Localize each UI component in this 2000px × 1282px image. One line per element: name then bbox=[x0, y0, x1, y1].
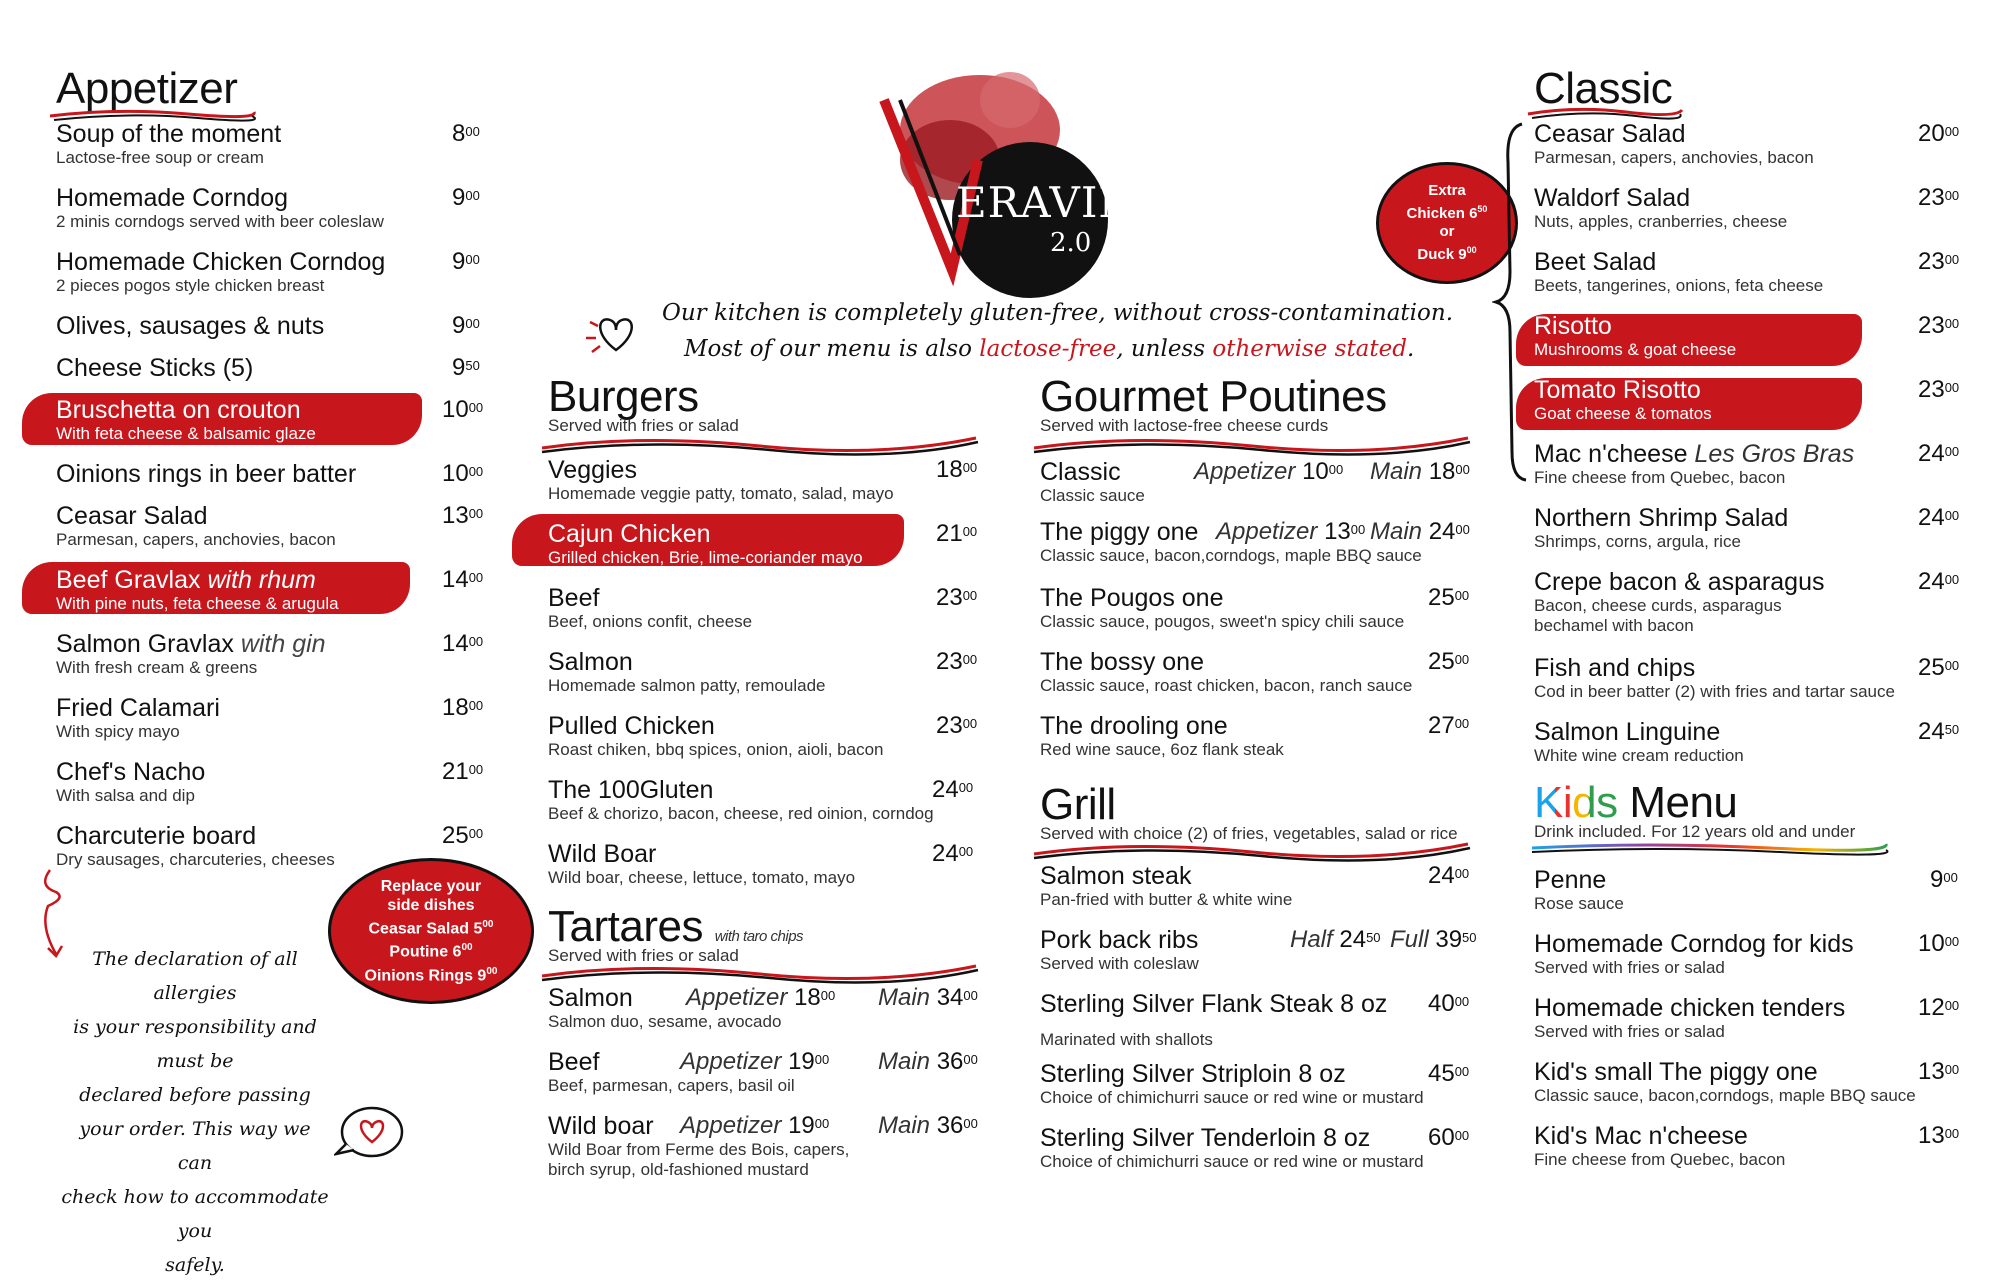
menu-item bbox=[1040, 926, 1477, 974]
item-desc: Parmesan, capers, anchovies, bacon bbox=[56, 530, 336, 549]
item-name: Salmon steak bbox=[1040, 862, 1192, 890]
item-price: $23^{00}$ bbox=[1918, 184, 1960, 211]
item-price: $24^{00}$ bbox=[1918, 504, 1960, 531]
menu-item bbox=[1534, 504, 1960, 552]
item-price: $25^{00}$ bbox=[1428, 584, 1470, 611]
item-name: Wild Boar bbox=[548, 840, 657, 868]
menu-item bbox=[1534, 1122, 1960, 1170]
item-name-note: with rhum bbox=[207, 566, 316, 594]
heart-speech-bubble-icon bbox=[334, 1104, 406, 1164]
item-desc: Grilled chicken, Brie, lime-coriander mayo bbox=[548, 548, 863, 567]
allergy-line: safely. bbox=[165, 1254, 225, 1276]
item-price: $14^{00}$ bbox=[442, 630, 484, 657]
logo bbox=[860, 40, 1140, 300]
item-price: $9^{50}$ bbox=[452, 354, 480, 381]
item-name: Waldorf Salad bbox=[1534, 184, 1691, 212]
bubble-line: Duck $9^{00}$ bbox=[1417, 245, 1477, 263]
menu-item bbox=[1534, 376, 1960, 424]
grill-title: Grill bbox=[1040, 780, 1116, 829]
menu-item bbox=[1534, 1058, 1960, 1106]
logo-version: 2.0 bbox=[1050, 228, 1092, 258]
item-name: The 100Gluten bbox=[548, 776, 714, 804]
bubble-line: Oinions Rings $9^{00}$ bbox=[364, 965, 498, 984]
poutines-title: Gourmet Poutines bbox=[1040, 372, 1387, 421]
item-name: Olives, sausages & nuts bbox=[56, 312, 325, 340]
item-name: Sterling Silver Striploin 8 oz bbox=[1040, 1060, 1346, 1088]
item-desc: Nuts, apples, cranberries, cheese bbox=[1534, 212, 1788, 231]
tartares-subtitle: Served with fries or salad bbox=[548, 946, 739, 965]
menu-item bbox=[1534, 930, 1960, 978]
item-name: Chef's Nacho bbox=[56, 758, 206, 786]
allergy-line: declared before passing bbox=[79, 1084, 311, 1106]
item-name: Salmon Linguine bbox=[1534, 718, 1721, 746]
item-price: $13^{00}$ bbox=[1918, 1122, 1960, 1149]
item-name: Beef bbox=[548, 584, 600, 612]
item-price: $24^{00}$ bbox=[1918, 568, 1960, 595]
menu-item bbox=[56, 502, 484, 550]
kids-subtitle: Drink included. For 12 years old and under bbox=[1534, 822, 1856, 841]
item-appetizer-price: Appetizer $10^{00}$ bbox=[1194, 458, 1344, 485]
item-name: Sterling Silver Flank Steak 8 oz bbox=[1040, 990, 1388, 1018]
menu-item bbox=[548, 520, 978, 568]
item-desc: Choice of chimichurri sauce or red wine or mustard bbox=[1040, 1088, 1424, 1107]
item-price: $21^{00}$ bbox=[936, 520, 978, 547]
item-desc: Classic sauce, bacon,corndogs, maple BBQ sauce bbox=[1534, 1086, 1916, 1105]
item-price: $9^{00}$ bbox=[1930, 866, 1958, 893]
item-price: $23^{00}$ bbox=[1918, 312, 1960, 339]
kids-title: Kids Menu bbox=[1534, 778, 1738, 827]
tartares-title-note: with taro chips bbox=[714, 928, 804, 945]
item-desc: Wild boar, cheese, lettuce, tomato, mayo bbox=[548, 868, 856, 887]
bubble-line: Extra bbox=[1428, 182, 1466, 199]
kids-rainbow-underline bbox=[1530, 838, 1890, 858]
menu-item bbox=[1040, 990, 1470, 1050]
logo-name: ERAVIN bbox=[956, 178, 1137, 227]
item-price: $25^{00}$ bbox=[442, 822, 484, 849]
heart-sparkle-icon bbox=[580, 300, 650, 360]
item-name: Pulled Chicken bbox=[548, 712, 715, 740]
item-desc: Salmon duo, sesame, avocado bbox=[548, 1012, 782, 1031]
allergy-line: is your responsibility and must be bbox=[73, 1016, 317, 1072]
item-main-price: Main $24^{00}$ bbox=[1370, 518, 1470, 545]
menu-item bbox=[548, 840, 974, 888]
item-desc: Mushrooms & goat cheese bbox=[1534, 340, 1737, 359]
allergy-line: check how to accommodate you bbox=[61, 1186, 329, 1242]
item-price: $45^{00}$ bbox=[1428, 1060, 1470, 1087]
burgers-subtitle: Served with fries or salad bbox=[548, 416, 739, 435]
item-desc: 2 minis corndogs served with beer coleslaw bbox=[56, 212, 384, 231]
item-desc: Bacon, cheese curds, asparagus bbox=[1534, 596, 1782, 615]
menu-item bbox=[548, 456, 978, 504]
item-desc: Lactose-free soup or cream bbox=[56, 148, 264, 167]
item-price: $24^{00}$ bbox=[1428, 862, 1470, 889]
menu-item bbox=[1040, 1060, 1470, 1108]
item-name: Classic bbox=[1040, 458, 1121, 486]
item-main-price: Main $34^{00}$ bbox=[878, 984, 978, 1011]
item-name: Kid's Mac n'cheese bbox=[1534, 1122, 1748, 1150]
menu-item bbox=[548, 712, 978, 760]
item-name: Salmon bbox=[548, 648, 633, 676]
bubble-line: Chicken $6^{50}$ bbox=[1406, 204, 1488, 222]
item-appetizer-price: Appetizer $19^{00}$ bbox=[680, 1048, 830, 1075]
item-price: $18^{00}$ bbox=[442, 694, 484, 721]
menu-item bbox=[56, 354, 480, 382]
item-desc: Classic sauce, bacon,corndogs, maple BBQ sauce bbox=[1040, 546, 1422, 565]
item-full-price: Full $39^{50}$ bbox=[1390, 926, 1477, 953]
item-price: $10^{00}$ bbox=[1918, 930, 1960, 957]
item-name: Penne bbox=[1534, 866, 1607, 894]
item-desc: Homemade veggie patty, tomato, salad, mayo bbox=[548, 484, 894, 503]
menu-item bbox=[548, 984, 978, 1032]
item-price: $23^{00}$ bbox=[1918, 376, 1960, 403]
menu-item bbox=[1040, 458, 1470, 506]
grill-subtitle: Served with choice (2) of fries, vegetables, salad or rice bbox=[1040, 824, 1458, 843]
menu-item bbox=[548, 1112, 978, 1180]
item-name-note: Les Gros Bras bbox=[1694, 440, 1855, 468]
item-desc: Fine cheese from Quebec, bacon bbox=[1534, 1150, 1786, 1169]
menu-item bbox=[56, 630, 484, 678]
item-desc: Dry sausages, charcuteries, cheeses bbox=[56, 850, 335, 869]
menu-item bbox=[1534, 718, 1960, 766]
item-name: Ceasar Salad bbox=[1534, 120, 1686, 148]
item-half-price: Half $24^{50}$ bbox=[1290, 926, 1381, 953]
menu-item bbox=[56, 460, 484, 488]
item-name: Fried Calamari bbox=[56, 694, 220, 722]
menu-item bbox=[548, 1048, 978, 1096]
item-price: $24^{00}$ bbox=[932, 776, 974, 803]
bubble-line: or bbox=[1439, 223, 1455, 240]
item-price: $27^{00}$ bbox=[1428, 712, 1470, 739]
item-name: Tomato Risotto bbox=[1534, 376, 1701, 404]
item-desc: Classic sauce bbox=[1040, 486, 1145, 505]
item-price: $12^{00}$ bbox=[1918, 994, 1960, 1021]
item-price: $14^{00}$ bbox=[442, 566, 484, 593]
menu-item bbox=[1534, 312, 1960, 360]
item-price: $24^{00}$ bbox=[1918, 440, 1960, 467]
bubble-line: Replace your bbox=[380, 878, 482, 895]
menu-item bbox=[548, 776, 974, 824]
item-appetizer-price: Appetizer $19^{00}$ bbox=[680, 1112, 830, 1139]
item-price: $10^{00}$ bbox=[442, 460, 484, 487]
item-name: Oinions rings in beer batter bbox=[56, 460, 357, 488]
bubble-line: Ceasar Salad $5^{00}$ bbox=[368, 919, 494, 938]
menu-item bbox=[1040, 1124, 1470, 1172]
menu-item bbox=[56, 694, 484, 742]
logo-splash-icon bbox=[860, 40, 1140, 300]
item-desc: Beef, parmesan, capers, basil oil bbox=[548, 1076, 795, 1095]
item-price: $23^{00}$ bbox=[936, 584, 978, 611]
menu-item bbox=[1040, 518, 1470, 566]
menu-item bbox=[56, 566, 484, 614]
item-name: Charcuterie board bbox=[56, 822, 257, 850]
kids-word: Kids bbox=[1534, 778, 1618, 827]
menu-item bbox=[1040, 862, 1470, 910]
menu-item bbox=[1534, 248, 1960, 296]
item-name: Beet Salad bbox=[1534, 248, 1657, 276]
item-name: Soup of the moment bbox=[56, 120, 282, 148]
item-name: The bossy one bbox=[1040, 648, 1204, 676]
menu-item bbox=[548, 648, 978, 696]
item-name: Beef bbox=[548, 1048, 600, 1076]
tagline-line-2: Most of our menu is also lactose-free, unless otherwise stated. bbox=[684, 336, 1415, 362]
menu-item bbox=[1040, 648, 1470, 696]
poutines-underline bbox=[1032, 432, 1472, 456]
item-desc: Roast chiken, bbq spices, onion, aioli, bacon bbox=[548, 740, 884, 759]
item-desc: Homemade salmon patty, remoulade bbox=[548, 676, 826, 695]
item-name: The piggy one bbox=[1040, 518, 1199, 546]
item-name: Mac n'cheese Les Gros Bras bbox=[1534, 440, 1855, 468]
item-desc: Parmesan, capers, anchovies, bacon bbox=[1534, 148, 1814, 167]
burgers-title: Burgers bbox=[548, 372, 699, 421]
item-desc-2: bechamel with bacon bbox=[1534, 616, 1694, 635]
item-name: Homemade Chicken Corndog bbox=[56, 248, 386, 276]
item-desc: Pan-fried with butter & white wine bbox=[1040, 890, 1293, 909]
item-desc: Cod in beer batter (2) with fries and tartar sauce bbox=[1534, 682, 1895, 701]
item-price: $13^{00}$ bbox=[442, 502, 484, 529]
item-name: Wild boar bbox=[548, 1112, 654, 1140]
item-name: Bruschetta on crouton bbox=[56, 396, 301, 424]
menu-item bbox=[56, 312, 480, 340]
menu-item bbox=[56, 248, 480, 296]
item-desc: With salsa and dip bbox=[56, 786, 195, 805]
menu-item bbox=[1040, 584, 1470, 632]
appetizer-title: Appetizer bbox=[56, 64, 238, 113]
item-price: $9^{00}$ bbox=[452, 312, 480, 339]
menu-item bbox=[1040, 712, 1470, 760]
menu-item bbox=[1534, 568, 1960, 636]
item-price: $25^{00}$ bbox=[1428, 648, 1470, 675]
menu-item bbox=[1534, 120, 1960, 168]
item-desc: Served with coleslaw bbox=[1040, 954, 1199, 973]
item-price: $60^{00}$ bbox=[1428, 1124, 1470, 1151]
item-desc: Classic sauce, pougos, sweet'n spicy chili sauce bbox=[1040, 612, 1405, 631]
item-desc: Red wine sauce, 6oz flank steak bbox=[1040, 740, 1284, 759]
item-price: $9^{00}$ bbox=[452, 184, 480, 211]
grill-underline bbox=[1032, 838, 1472, 862]
allergy-line: The declaration of all allergies bbox=[92, 948, 298, 1004]
item-desc: Goat cheese & tomatos bbox=[1534, 404, 1712, 423]
item-name: Cajun Chicken bbox=[548, 520, 711, 548]
item-name: Homemade chicken tenders bbox=[1534, 994, 1846, 1022]
item-name: Salmon Gravlax with gin bbox=[56, 630, 326, 658]
item-name: Fish and chips bbox=[1534, 654, 1696, 682]
item-price: $8^{00}$ bbox=[452, 120, 480, 147]
item-desc: With spicy mayo bbox=[56, 722, 180, 741]
item-price: $40^{00}$ bbox=[1428, 990, 1470, 1017]
item-desc: Classic sauce, roast chicken, bacon, ranch sauce bbox=[1040, 676, 1413, 695]
item-name: Homemade Corndog for kids bbox=[1534, 930, 1854, 958]
item-desc: Marinated with shallots bbox=[1040, 1030, 1213, 1049]
item-price: $20^{00}$ bbox=[1918, 120, 1960, 147]
classic-title: Classic bbox=[1534, 64, 1673, 113]
item-appetizer-price: Appetizer $13^{00}$ bbox=[1216, 518, 1366, 545]
item-price: $24^{00}$ bbox=[932, 840, 974, 867]
item-desc: With pine nuts, feta cheese & arugula bbox=[56, 594, 339, 613]
tagline-line-1: Our kitchen is completely gluten-free, without cross-contamination. bbox=[662, 300, 1454, 326]
item-price: $13^{00}$ bbox=[1918, 1058, 1960, 1085]
item-name: Salmon bbox=[548, 984, 633, 1012]
menu-item bbox=[56, 758, 484, 806]
item-price: $18^{00}$ bbox=[936, 456, 978, 483]
poutines-subtitle: Served with lactose-free cheese curds bbox=[1040, 416, 1329, 435]
item-desc: Wild Boar from Ferme des Bois, capers, bbox=[548, 1140, 850, 1159]
item-name: Ceasar Salad bbox=[56, 502, 208, 530]
item-appetizer-price: Appetizer $18^{00}$ bbox=[686, 984, 836, 1011]
item-name: Pork back ribs bbox=[1040, 926, 1199, 954]
menu-item bbox=[56, 120, 480, 168]
item-main-price: Main $18^{00}$ bbox=[1370, 458, 1470, 485]
item-desc: 2 pieces pogos style chicken breast bbox=[56, 276, 325, 295]
menu-item bbox=[56, 822, 484, 870]
item-price: $23^{00}$ bbox=[936, 712, 978, 739]
menu-item bbox=[1534, 994, 1960, 1042]
bubble-line: side dishes bbox=[387, 897, 475, 914]
item-desc: Rose sauce bbox=[1534, 894, 1624, 913]
item-price: $21^{00}$ bbox=[442, 758, 484, 785]
item-name: Kid's small The piggy one bbox=[1534, 1058, 1818, 1086]
menu-item bbox=[1534, 184, 1960, 232]
item-name: Risotto bbox=[1534, 312, 1612, 340]
item-name: Northern Shrimp Salad bbox=[1534, 504, 1789, 532]
item-desc: White wine cream reduction bbox=[1534, 746, 1744, 765]
item-price: $23^{00}$ bbox=[1918, 248, 1960, 275]
item-name-note: with gin bbox=[240, 630, 326, 658]
item-main-price: Main $36^{00}$ bbox=[878, 1048, 978, 1075]
allergy-line: your order. This way we can bbox=[79, 1118, 311, 1174]
item-price: $9^{00}$ bbox=[452, 248, 480, 275]
item-name: The drooling one bbox=[1040, 712, 1228, 740]
item-desc: With fresh cream & greens bbox=[56, 658, 258, 677]
item-name: Sterling Silver Tenderloin 8 oz bbox=[1040, 1124, 1371, 1152]
item-price: $23^{00}$ bbox=[936, 648, 978, 675]
item-main-price: Main $36^{00}$ bbox=[878, 1112, 978, 1139]
bubble-line: Poutine $6^{00}$ bbox=[389, 942, 473, 961]
item-name: Beef Gravlax with rhum bbox=[56, 566, 316, 594]
item-price: $10^{00}$ bbox=[442, 396, 484, 423]
item-name: Veggies bbox=[548, 456, 637, 484]
item-desc: Served with fries or salad bbox=[1534, 958, 1725, 977]
burgers-underline bbox=[540, 432, 980, 456]
item-desc: Choice of chimichurri sauce or red wine or mustard bbox=[1040, 1152, 1424, 1171]
tartares-title: Tartares with taro chips bbox=[548, 902, 804, 951]
item-desc: Served with fries or salad bbox=[1534, 1022, 1725, 1041]
item-name: Cheese Sticks (5) bbox=[56, 354, 254, 382]
allergy-note bbox=[60, 942, 330, 1282]
menu-item bbox=[56, 396, 484, 444]
item-price: $24^{50}$ bbox=[1918, 718, 1960, 745]
item-desc: Beef & chorizo, bacon, cheese, red oinion, corndog bbox=[548, 804, 934, 823]
menu-item bbox=[1534, 866, 1958, 914]
item-desc: Beef, onions confit, cheese bbox=[548, 612, 753, 631]
item-name: Crepe bacon & asparagus bbox=[1534, 568, 1825, 596]
replace-side-dishes-bubble bbox=[328, 858, 534, 1004]
item-desc-2: birch syrup, old-fashioned mustard bbox=[548, 1160, 809, 1179]
item-desc: Beets, tangerines, onions, feta cheese bbox=[1534, 276, 1824, 295]
item-name: Homemade Corndog bbox=[56, 184, 289, 212]
item-price: $25^{00}$ bbox=[1918, 654, 1960, 681]
item-desc: Fine cheese from Quebec, bacon bbox=[1534, 468, 1786, 487]
menu-item bbox=[1534, 440, 1960, 488]
tartares-underline bbox=[540, 960, 980, 984]
item-desc: Shrimps, corns, argula, rice bbox=[1534, 532, 1741, 551]
menu-item bbox=[56, 184, 480, 232]
item-desc: With feta cheese & balsamic glaze bbox=[56, 424, 316, 443]
menu-item bbox=[548, 584, 978, 632]
item-name: The Pougos one bbox=[1040, 584, 1224, 612]
menu-item bbox=[1534, 654, 1960, 702]
